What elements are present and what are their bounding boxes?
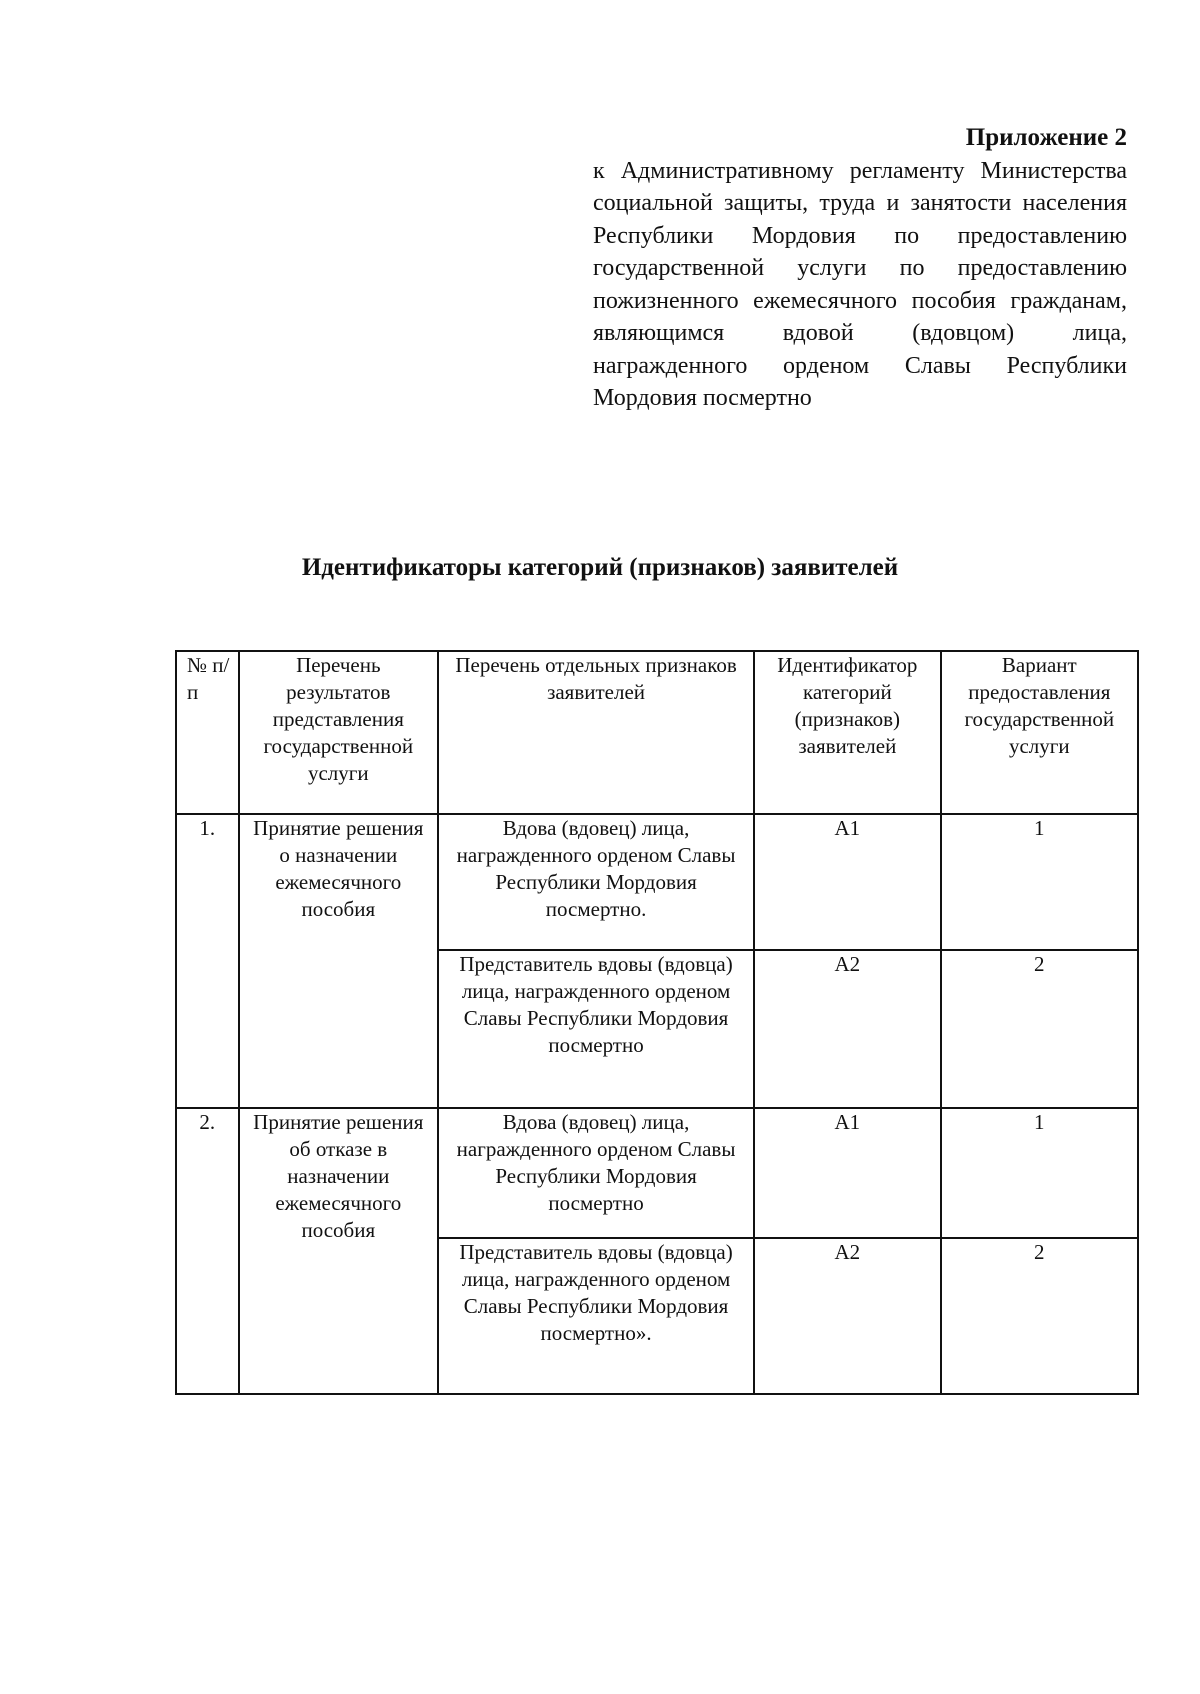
appendix-block bbox=[593, 122, 1127, 415]
identifier-cell: А2 bbox=[754, 1238, 941, 1394]
document-title: Идентификаторы категорий (признаков) заявителей bbox=[301, 554, 899, 581]
sign-cell: Вдова (вдовец) лица, награжденного орденом Славы Республики Мордовия посмертно bbox=[438, 1108, 754, 1238]
sign-cell: Представитель вдовы (вдовца) лица, награжденного орденом Славы Республики Мордовия посмертно bbox=[438, 950, 754, 1108]
table-row bbox=[176, 814, 1138, 950]
header-results: Перечень результатов представления государственной услуги bbox=[239, 651, 439, 814]
appendix-text: к Административному регламенту Министерства социальной защиты, труда и занятости населения Республики Мордовия по предоставлению государственной услуги по предоставлению пожизненного ежемесячного пособия гражданам, являющимся вдовой (вдовцом) лица, награжденного орденом Славы Республики Мордовия посмертно bbox=[593, 157, 1127, 411]
identifier-cell: А1 bbox=[754, 1108, 941, 1238]
table-header-row bbox=[176, 651, 1138, 814]
header-number: № п/п bbox=[176, 651, 239, 814]
variant-cell: 1 bbox=[941, 814, 1138, 950]
identifier-cell: А1 bbox=[754, 814, 941, 950]
appendix-heading: Приложение 2 bbox=[965, 124, 1127, 151]
header-identifier: Идентификатор категорий (признаков) заявителей bbox=[754, 651, 941, 814]
applicant-categories-table bbox=[175, 650, 1139, 1395]
header-signs: Перечень отдельных признаков заявителей bbox=[438, 651, 754, 814]
row-number: 1. bbox=[176, 814, 239, 1108]
identifier-cell: А2 bbox=[754, 950, 941, 1108]
variant-cell: 2 bbox=[941, 1238, 1138, 1394]
sign-cell: Вдова (вдовец) лица, награжденного орденом Славы Республики Мордовия посмертно. bbox=[438, 814, 754, 950]
result-cell: Принятие решения об отказе в назначении ежемесячного пособия bbox=[239, 1108, 439, 1394]
table-row bbox=[176, 1108, 1138, 1238]
variant-cell: 1 bbox=[941, 1108, 1138, 1238]
result-cell: Принятие решения о назначении ежемесячного пособия bbox=[239, 814, 439, 1108]
header-variant: Вариант предоставления государственной услуги bbox=[941, 651, 1138, 814]
sign-cell: Представитель вдовы (вдовца) лица, награжденного орденом Славы Республики Мордовия посмертно». bbox=[438, 1238, 754, 1394]
row-number: 2. bbox=[176, 1108, 239, 1394]
variant-cell: 2 bbox=[941, 950, 1138, 1108]
